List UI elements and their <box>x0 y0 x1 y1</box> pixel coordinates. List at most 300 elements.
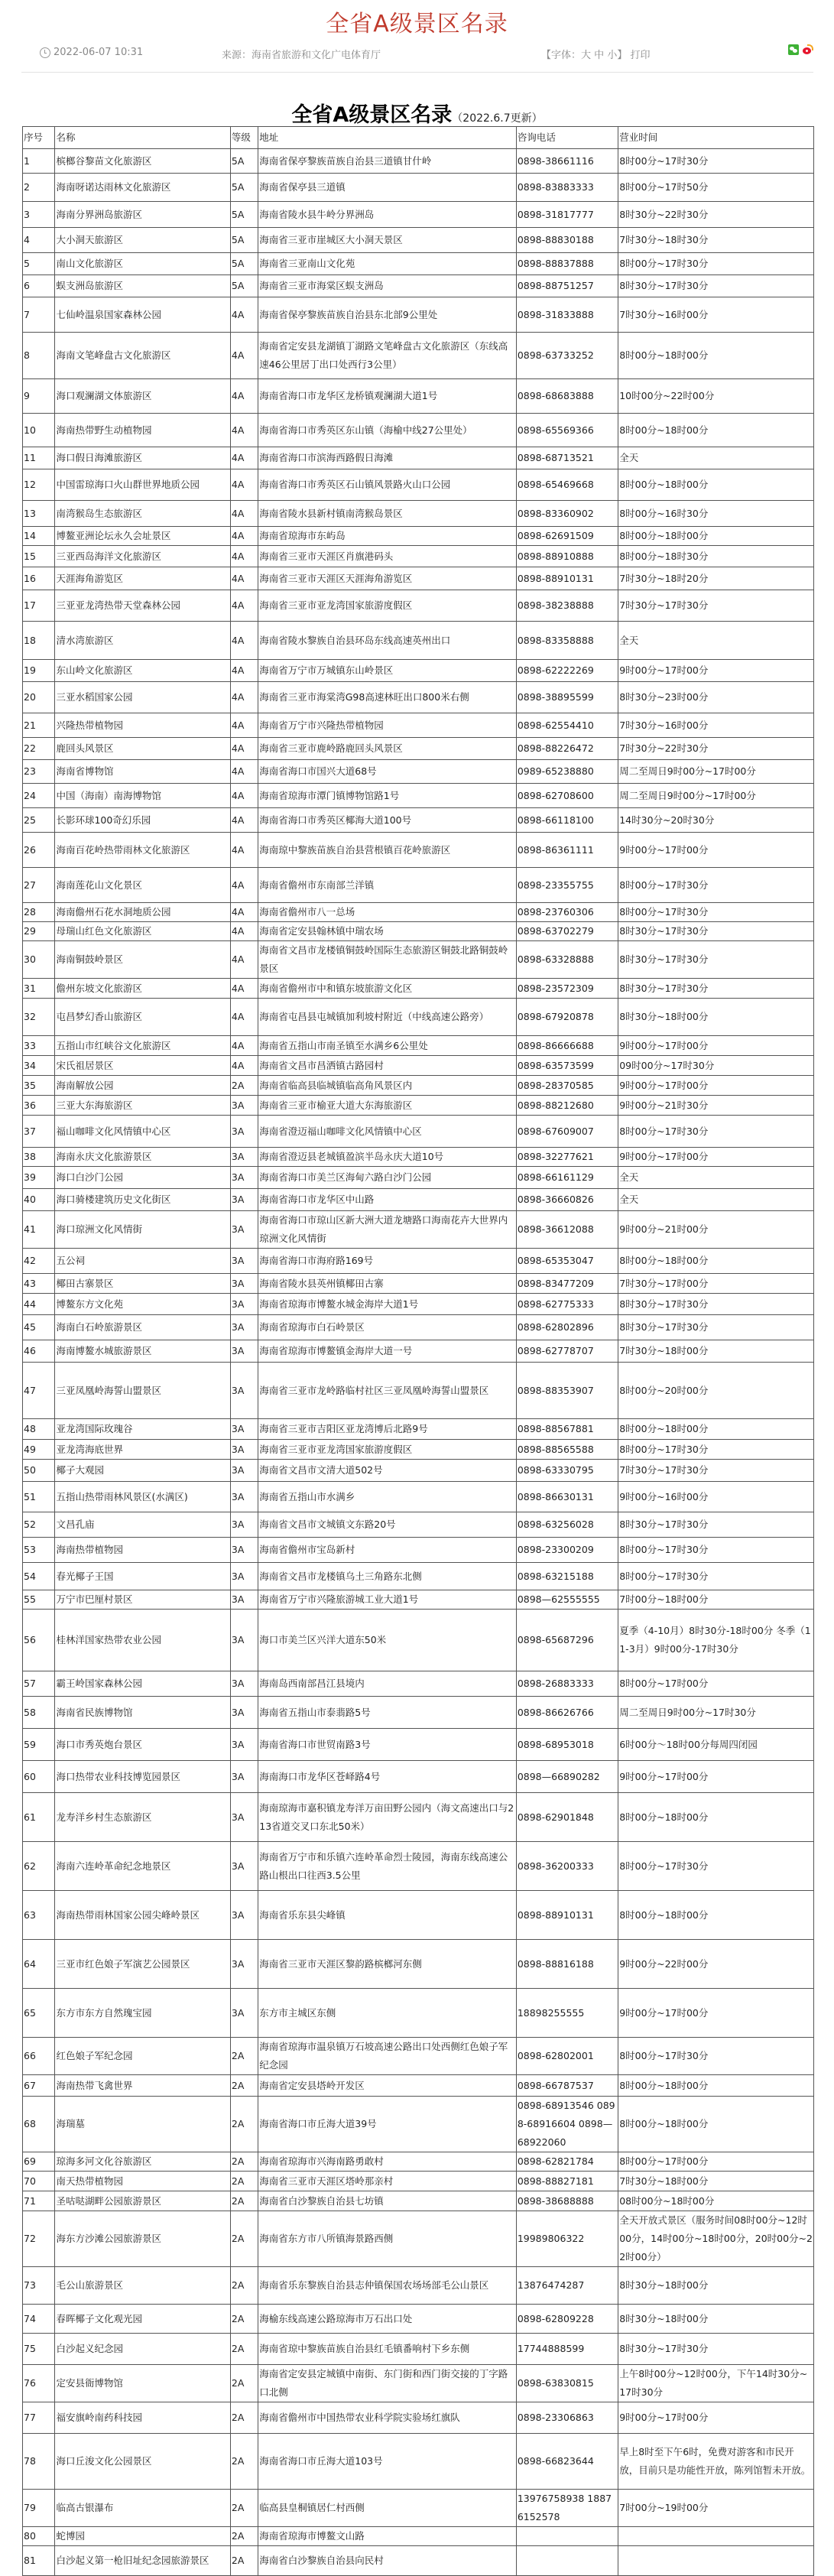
cell-level: 5A <box>230 149 258 174</box>
cell-no: 55 <box>23 1590 55 1610</box>
cell-level: 3A <box>230 1116 258 1148</box>
cell-level: 4A <box>230 760 258 784</box>
cell-level: 2A <box>230 2527 258 2546</box>
cell-address: 海南省三亚市崖城区大小洞天景区 <box>258 228 517 253</box>
cell-phone: 0898-65569366 <box>516 414 618 447</box>
cell-level: 3A <box>230 1989 258 2038</box>
cell-level: 4A <box>230 999 258 1036</box>
cell-phone: 0898-83358888 <box>516 622 618 660</box>
cell-name: 福山咖啡文化风情镇中心区 <box>55 1116 230 1148</box>
cell-hours: 7时30分~17时30分 <box>618 590 814 622</box>
cell-level: 2A <box>230 1076 258 1096</box>
cell-level: 4A <box>230 333 258 379</box>
cell-name: 海口假日海滩旅游区 <box>55 447 230 469</box>
table-row <box>23 1460 814 1482</box>
cell-level: 3A <box>230 1512 258 1538</box>
cell-address: 海南省三亚市鹿岭路鹿回头风景区 <box>258 738 517 760</box>
cell-no: 53 <box>23 1538 55 1563</box>
table-row <box>23 414 814 447</box>
cell-address: 海南省陵水黎族自治县环岛东线高速英州出口 <box>258 622 517 660</box>
cell-name: 圣咕哒湖畔公园旅游景区 <box>55 2191 230 2211</box>
cell-level: 4A <box>230 941 258 979</box>
cell-level: 3A <box>230 1249 258 1274</box>
cell-name: 春光椰子王国 <box>55 1563 230 1590</box>
cell-name: 海南热带飞禽世界 <box>55 2075 230 2097</box>
table-row <box>23 922 814 941</box>
cell-address: 海南省海口市琼山区新大洲大道龙塘路口海南花卉大世界内琼洲文化风情街 <box>258 1211 517 1249</box>
cell-no: 70 <box>23 2172 55 2191</box>
cell-name: 海南白石岭旅游景区 <box>55 1315 230 1340</box>
cell-no: 31 <box>23 979 55 999</box>
cell-no: 65 <box>23 1989 55 2038</box>
table-row <box>23 1842 814 1891</box>
cell-hours: 09时00分~17时30分 <box>618 1056 814 1076</box>
cell-level: 4A <box>230 447 258 469</box>
cell-level: 4A <box>230 922 258 941</box>
cell-hours: 全天开放式景区（服务时间08时00分~12时00分，14时00分~18时00分，20时00分~22时00分） <box>618 2211 814 2267</box>
table-row <box>23 738 814 760</box>
cell-hours: 9时00分~17时00分 <box>618 1148 814 1167</box>
table-row <box>23 868 814 903</box>
table-row <box>23 1315 814 1340</box>
cell-hours: 10时00分~22时00分 <box>618 379 814 414</box>
cell-name: 屯昌梦幻香山旅游区 <box>55 999 230 1036</box>
cell-address: 海南省定安县定城镇中南街、东门街和西门街交接的丁字路口北侧 <box>258 2365 517 2402</box>
cell-hours: 9时00分~17时00分 <box>618 2402 814 2434</box>
cell-level: 3A <box>230 1482 258 1512</box>
cell-address: 海南省三亚市天涯区塔岭那亲村 <box>258 2172 517 2191</box>
cell-phone: 0898-62821784 <box>516 2152 618 2172</box>
cell-name: 海南文笔峰盘古文化旅游区 <box>55 333 230 379</box>
cell-no: 8 <box>23 333 55 379</box>
table-row <box>23 1989 814 2038</box>
cell-name: 兴隆热带植物园 <box>55 713 230 738</box>
cell-phone: 0898-88837888 <box>516 253 618 275</box>
cell-level: 2A <box>230 2267 258 2305</box>
cell-hours: 9时00分~16时00分 <box>618 1482 814 1512</box>
cell-hours: 8时00分~17时30分 <box>618 149 814 174</box>
wechat-icon[interactable] <box>788 44 799 55</box>
cell-no: 48 <box>23 1419 55 1440</box>
cell-phone: 0989-65238880 <box>516 760 618 784</box>
cell-name: 海南省博物馆 <box>55 760 230 784</box>
cell-no: 26 <box>23 833 55 868</box>
cell-no: 32 <box>23 999 55 1036</box>
cell-hours: 上午8时00分~12时00分，下午14时30分~17时30分 <box>618 2365 814 2402</box>
cell-level: 4A <box>230 501 258 527</box>
cell-hours: 7时30分~18时20分 <box>618 567 814 590</box>
cell-hours: 8时30分~18时00分 <box>618 999 814 1036</box>
cell-phone: 0898-38895599 <box>516 682 618 713</box>
cell-no: 1 <box>23 149 55 174</box>
cell-level: 4A <box>230 622 258 660</box>
cell-no: 66 <box>23 2038 55 2075</box>
cell-phone: 0898—62555555 <box>516 1590 618 1610</box>
cell-phone: 0898-83883333 <box>516 174 618 202</box>
cell-no: 73 <box>23 2267 55 2305</box>
cell-name: 清水湾旅游区 <box>55 622 230 660</box>
cell-level: 3A <box>230 1538 258 1563</box>
table-row <box>23 1189 814 1211</box>
cell-address: 海榆东线高速公路琼海市万石出口处 <box>258 2305 517 2334</box>
cell-address: 海南省白沙黎族自治县七坊镇 <box>258 2191 517 2211</box>
cell-phone: 0898-31817777 <box>516 202 618 228</box>
cell-phone: 0898-66118100 <box>516 808 618 833</box>
cell-level: 4A <box>230 297 258 333</box>
table-row <box>23 333 814 379</box>
cell-level: 4A <box>230 567 258 590</box>
cell-hours: 9时00分~17时00分 <box>618 660 814 682</box>
cell-hours: 全天 <box>618 447 814 469</box>
cell-level: 2A <box>230 2546 258 2576</box>
table-row <box>23 760 814 784</box>
table-row <box>23 527 814 546</box>
document-title: 全省A级景区名录 <box>291 103 453 127</box>
cell-phone: 0898-83360902 <box>516 501 618 527</box>
cell-address: 海南省陵水县新村镇南湾猴岛景区 <box>258 501 517 527</box>
cell-address: 海南省陵水县英州镇椰田古寨 <box>258 1274 517 1294</box>
table-row <box>23 202 814 228</box>
cell-level: 4A <box>230 1056 258 1076</box>
cell-phone: 0898-38238888 <box>516 590 618 622</box>
cell-name: 大小洞天旅游区 <box>55 228 230 253</box>
cell-name: 海口市秀英炮台景区 <box>55 1729 230 1761</box>
table-row <box>23 590 814 622</box>
table-row <box>23 1697 814 1729</box>
document-update-date: （2022.6.7更新） <box>452 112 543 125</box>
cell-address: 海南省儋州市宝岛新村 <box>258 1538 517 1563</box>
font-size-medium[interactable]: 中 <box>594 50 605 61</box>
table-row <box>23 1729 814 1761</box>
cell-address: 海南省三亚市天涯区黎韵路槟榔河东侧 <box>258 1940 517 1989</box>
table-row <box>23 1512 814 1538</box>
cell-hours: 8时30分~17时30分 <box>618 1294 814 1315</box>
cell-address: 海南省三亚市吉阳区亚龙湾博后北路9号 <box>258 1419 517 1440</box>
cell-address: 海南省临高县临城镇临高角风景区内 <box>258 1076 517 1096</box>
cell-no: 57 <box>23 1671 55 1697</box>
cell-name: 海南永庆文化旅游景区 <box>55 1148 230 1167</box>
cell-level: 4A <box>230 808 258 833</box>
table-row <box>23 447 814 469</box>
cell-hours: 9时00分~21时00分 <box>618 1211 814 1249</box>
cell-address: 海南省琼海市博鳌镇金海岸大道一号 <box>258 1340 517 1363</box>
cell-name: 东山岭文化旅游区 <box>55 660 230 682</box>
cell-phone: 0898-65687296 <box>516 1610 618 1671</box>
cell-level: 4A <box>230 979 258 999</box>
cell-no: 12 <box>23 469 55 501</box>
cell-address: 海南岛西南部昌江县境内 <box>258 1671 517 1697</box>
table-row <box>23 1590 814 1610</box>
cell-phone: 0898-67920878 <box>516 999 618 1036</box>
cell-address: 海南省万宁市万城镇东山岭景区 <box>258 660 517 682</box>
cell-phone: 0898-23355755 <box>516 868 618 903</box>
cell-phone: 0898-88567881 <box>516 1419 618 1440</box>
table-row <box>23 2434 814 2490</box>
cell-phone: 0898-31833888 <box>516 297 618 333</box>
cell-name: 南山文化旅游区 <box>55 253 230 275</box>
cell-name: 槟榔谷黎苗文化旅游区 <box>55 149 230 174</box>
cell-no: 20 <box>23 682 55 713</box>
table-row <box>23 1340 814 1363</box>
cell-no: 58 <box>23 1697 55 1729</box>
cell-phone: 13876474287 <box>516 2267 618 2305</box>
cell-no: 75 <box>23 2334 55 2365</box>
cell-level: 3A <box>230 1729 258 1761</box>
cell-hours: 7时30分~16时00分 <box>618 297 814 333</box>
cell-name: 桂林洋国家热带农业公园 <box>55 1610 230 1671</box>
cell-address: 海南省三亚市海棠湾G98高速林旺出口800米右侧 <box>258 682 517 713</box>
cell-name: 中国雷琼海口火山群世界地质公园 <box>55 469 230 501</box>
font-size-large[interactable]: 大 <box>581 50 592 61</box>
table-row <box>23 2267 814 2305</box>
table-row <box>23 1610 814 1671</box>
cell-phone: 0898-63702279 <box>516 922 618 941</box>
cell-no: 62 <box>23 1842 55 1891</box>
cell-address: 海口市美兰区兴洋大道东50米 <box>258 1610 517 1671</box>
cell-address: 海南琼海市嘉积镇龙寿洋万亩田野公园内（海文高速出口与213省道交叉口东北50米） <box>258 1793 517 1842</box>
cell-level: 3A <box>230 1419 258 1440</box>
cell-no: 7 <box>23 297 55 333</box>
cell-name: 鹿回头风景区 <box>55 738 230 760</box>
cell-name: 春晖椰子文化观光园 <box>55 2305 230 2334</box>
table-row <box>23 1249 814 1274</box>
cell-level: 4A <box>230 738 258 760</box>
cell-hours: 全天 <box>618 1189 814 1211</box>
table-row <box>23 1116 814 1148</box>
cell-phone: 0898-62802001 <box>516 2038 618 2075</box>
table-row <box>23 253 814 275</box>
cell-hours: 7时30分~18时00分 <box>618 2172 814 2191</box>
table-row <box>23 1076 814 1096</box>
header-address: 地址 <box>258 127 517 149</box>
cell-level: 3A <box>230 1563 258 1590</box>
cell-phone: 0898-86630131 <box>516 1482 618 1512</box>
cell-phone: 0898-38688888 <box>516 2191 618 2211</box>
cell-address: 海南省琼海市兴海南路勇敢村 <box>258 2152 517 2172</box>
cell-name: 儋州东坡文化旅游区 <box>55 979 230 999</box>
cell-name: 长影环球100奇幻乐园 <box>55 808 230 833</box>
cell-no: 27 <box>23 868 55 903</box>
cell-name: 文昌孔庙 <box>55 1512 230 1538</box>
cell-no: 50 <box>23 1460 55 1482</box>
cell-level: 4A <box>230 590 258 622</box>
cell-phone: 0898-88212680 <box>516 1096 618 1116</box>
cell-address: 海南省定安县龙湖镇丁湖路文笔峰盘古文化旅游区（东线高速46公里居丁出口处西行3公里） <box>258 333 517 379</box>
cell-hours: 8时00分~18时00分 <box>618 527 814 546</box>
cell-level: 5A <box>230 174 258 202</box>
header-phone: 咨询电话 <box>516 127 618 149</box>
font-size-controls <box>541 47 651 61</box>
cell-hours: 早上8时至下午6时，免费对游客和市民开放，目前只是功能性开放，陈列馆暂未开放。 <box>618 2434 814 2490</box>
cell-phone: 0898-36200333 <box>516 1842 618 1891</box>
cell-phone: 0898-62775333 <box>516 1294 618 1315</box>
share-buttons <box>788 44 813 55</box>
cell-hours <box>618 2546 814 2576</box>
cell-address: 海南省万宁市兴隆热带植物园 <box>258 713 517 738</box>
cell-address: 海南省三亚市天涯区天涯海角游览区 <box>258 567 517 590</box>
cell-name: 三亚西岛海洋文化旅游区 <box>55 546 230 567</box>
table-row <box>23 1482 814 1512</box>
cell-hours: 7时30分~17时30分 <box>618 1460 814 1482</box>
table-row <box>23 2191 814 2211</box>
cell-hours: 全天 <box>618 622 814 660</box>
cell-hours: 周二至周日9时00分~17时00分 <box>618 760 814 784</box>
cell-hours: 8时30分~17时30分 <box>618 1315 814 1340</box>
cell-phone: 0898-88751257 <box>516 275 618 297</box>
cell-address: 海南省三亚市亚龙湾国家旅游度假区 <box>258 1440 517 1460</box>
cell-no: 78 <box>23 2434 55 2490</box>
cell-address: 海南省文昌市龙楼镇乌土三角路东北侧 <box>258 1563 517 1590</box>
table-row <box>23 1440 814 1460</box>
cell-level: 4A <box>230 414 258 447</box>
cell-phone: 0898-88565588 <box>516 1440 618 1460</box>
table-row <box>23 1056 814 1076</box>
cell-name: 白沙起义纪念园 <box>55 2334 230 2365</box>
cell-hours: 7时30分~22时30分 <box>618 738 814 760</box>
cell-address: 海南省五指山市南圣镇至水满乡6公里处 <box>258 1036 517 1056</box>
cell-hours: 8时00分~18时00分 <box>618 333 814 379</box>
weibo-icon[interactable] <box>802 44 813 55</box>
cell-name: 东方市东方自然瑰宝园 <box>55 1989 230 2038</box>
cell-name: 琼海多河文化谷旅游区 <box>55 2152 230 2172</box>
header-hours: 营业时间 <box>618 127 814 149</box>
cell-hours: 9时00分~17时00分 <box>618 1761 814 1793</box>
cell-name: 海南莲花山文化景区 <box>55 868 230 903</box>
cell-level: 2A <box>230 2402 258 2434</box>
cell-name: 海南热带植物园 <box>55 1538 230 1563</box>
cell-phone: 0898-68953018 <box>516 1729 618 1761</box>
cell-level: 2A <box>230 2038 258 2075</box>
cell-no: 61 <box>23 1793 55 1842</box>
cell-phone: 0898-67609007 <box>516 1116 618 1148</box>
cell-address: 海南省澄迈县老城镇盈滨半岛永庆大道10号 <box>258 1148 517 1167</box>
cell-phone: 0898-65353047 <box>516 1249 618 1274</box>
cell-hours: 8时00分~18时00分 <box>618 1891 814 1940</box>
cell-name: 海南博鳌水城旅游景区 <box>55 1340 230 1363</box>
cell-level: 2A <box>230 2172 258 2191</box>
cell-address: 海南省琼海市博鳌水城金海岸大道1号 <box>258 1294 517 1315</box>
font-size-small[interactable]: 小 <box>607 50 618 61</box>
table-row <box>23 713 814 738</box>
table-row <box>23 1419 814 1440</box>
cell-no: 54 <box>23 1563 55 1590</box>
cell-address: 海南省三亚南山文化苑 <box>258 253 517 275</box>
cell-address: 海南省琼海市潭门镇博物馆路1号 <box>258 784 517 808</box>
cell-level: 4A <box>230 713 258 738</box>
article-meta-bar <box>21 44 813 73</box>
cell-name: 椰子大观园 <box>55 1460 230 1482</box>
cell-name: 海南热带野生动植物园 <box>55 414 230 447</box>
table-row <box>23 1891 814 1940</box>
cell-name: 三亚大东海旅游区 <box>55 1096 230 1116</box>
cell-level: 2A <box>230 2365 258 2402</box>
cell-hours: 8时30分~18时00分 <box>618 2305 814 2334</box>
cell-no: 35 <box>23 1076 55 1096</box>
cell-name: 海口白沙门公园 <box>55 1167 230 1189</box>
table-row <box>23 1538 814 1563</box>
cell-phone: 0898-88910131 <box>516 567 618 590</box>
cell-phone: 0898-23760306 <box>516 903 618 922</box>
cell-address: 海南省文昌市文清大道502号 <box>258 1460 517 1482</box>
cell-phone: 0898-62554410 <box>516 713 618 738</box>
table-row <box>23 1563 814 1590</box>
cell-level: 3A <box>230 1460 258 1482</box>
cell-name: 蜈支洲岛旅游区 <box>55 275 230 297</box>
cell-phone: 0898-23572309 <box>516 979 618 999</box>
cell-address: 海南省万宁市兴隆旅游城工业大道1号 <box>258 1590 517 1610</box>
table-row <box>23 2365 814 2402</box>
cell-phone: 0898-62691509 <box>516 527 618 546</box>
table-row <box>23 2334 814 2365</box>
cell-hours: 8时00分~17时00分 <box>618 1671 814 1697</box>
cell-hours: 8时00分~17时30分 <box>618 1440 814 1460</box>
cell-phone: 17744888599 <box>516 2334 618 2365</box>
cell-hours: 9时00分~22时00分 <box>618 1940 814 1989</box>
table-row <box>23 2490 814 2527</box>
cell-name: 母瑞山红色文化旅游区 <box>55 922 230 941</box>
cell-phone: 0898-66823644 <box>516 2434 618 2490</box>
cell-no: 33 <box>23 1036 55 1056</box>
cell-address: 海南省海口市美兰区海甸六路白沙门公园 <box>258 1167 517 1189</box>
cell-phone: 0898-88830188 <box>516 228 618 253</box>
cell-level: 4A <box>230 546 258 567</box>
cell-hours: 8时00分~18时30分 <box>618 546 814 567</box>
cell-level: 3A <box>230 1761 258 1793</box>
source-text: 来源：海南省旅游和文化广电体育厅 <box>222 50 381 61</box>
table-row <box>23 501 814 527</box>
table-row <box>23 660 814 682</box>
print-link[interactable]: 打印 <box>630 50 651 61</box>
cell-name: 中国（海南）南海博物馆 <box>55 784 230 808</box>
cell-phone: 0898-86666688 <box>516 1036 618 1056</box>
cell-no: 14 <box>23 527 55 546</box>
cell-phone: 0898-88910888 <box>516 546 618 567</box>
cell-name: 海南分界洲岛旅游区 <box>55 202 230 228</box>
cell-hours: 8时30分~17时30分 <box>618 941 814 979</box>
table-row <box>23 1294 814 1315</box>
table-header-row <box>23 127 814 149</box>
cell-level: 3A <box>230 1891 258 1940</box>
cell-name: 博鳌亚洲论坛永久会址景区 <box>55 527 230 546</box>
cell-name: 霸王岭国家森林公园 <box>55 1671 230 1697</box>
table-row <box>23 2402 814 2434</box>
cell-name: 南湾猴岛生态旅游区 <box>55 501 230 527</box>
table-row <box>23 228 814 253</box>
cell-no: 16 <box>23 567 55 590</box>
cell-name: 海南铜鼓岭景区 <box>55 941 230 979</box>
cell-address: 海南省五指山市水满乡 <box>258 1482 517 1512</box>
table-row <box>23 174 814 202</box>
table-row <box>23 1096 814 1116</box>
cell-hours: 8时00分~18时00分 <box>618 414 814 447</box>
cell-phone <box>516 2546 618 2576</box>
cell-level: 3A <box>230 1167 258 1189</box>
font-label-open: 【字体： <box>541 50 582 61</box>
cell-address: 海南省海口市丘海大道103号 <box>258 2434 517 2490</box>
cell-no: 51 <box>23 1482 55 1512</box>
cell-name: 海瑞墓 <box>55 2097 230 2152</box>
cell-level: 3A <box>230 1274 258 1294</box>
cell-address: 海南省海口市龙华区龙桥镇观澜湖大道1号 <box>258 379 517 414</box>
cell-level: 3A <box>230 1363 258 1419</box>
table-row <box>23 149 814 174</box>
table-row <box>23 567 814 590</box>
cell-address: 海南省琼中黎族苗族自治县红毛镇番响村下乡东侧 <box>258 2334 517 2365</box>
cell-name: 临高古银瀑布 <box>55 2490 230 2527</box>
cell-no: 5 <box>23 253 55 275</box>
cell-hours: 全天 <box>618 1167 814 1189</box>
cell-address: 海南省海口市秀英区东山镇（海榆中线27公里处） <box>258 414 517 447</box>
